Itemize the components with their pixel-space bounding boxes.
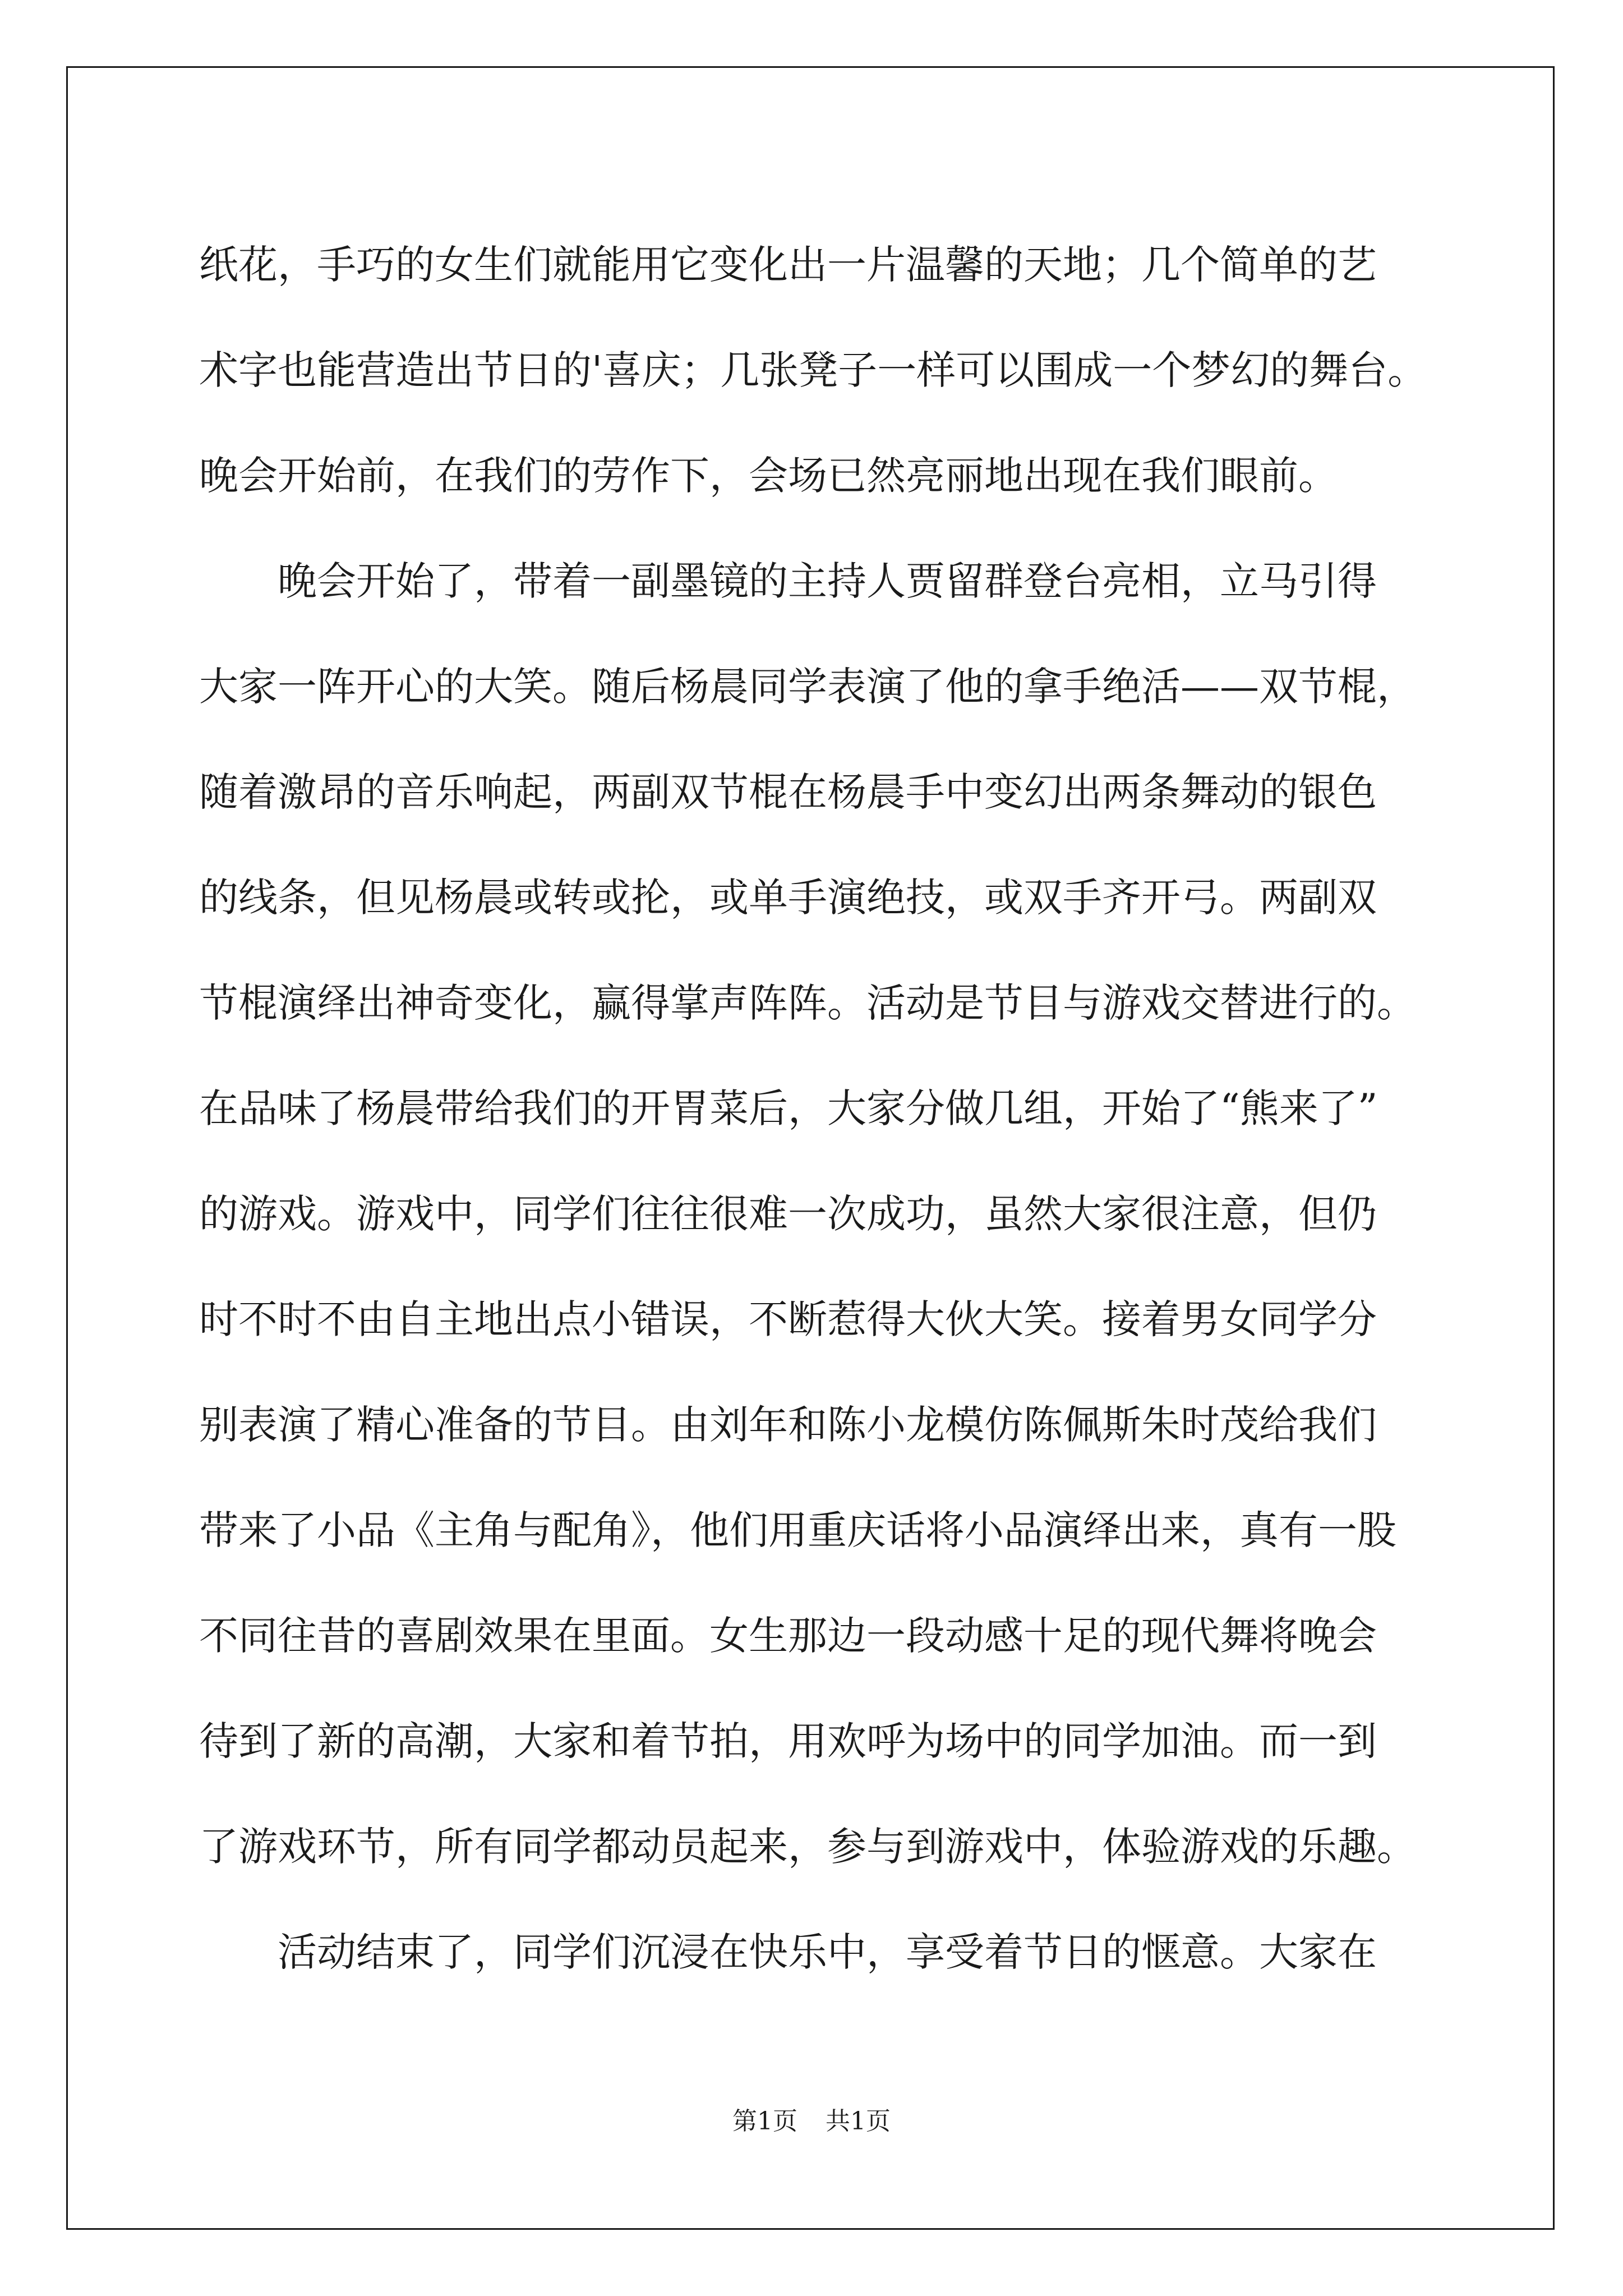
text-line: 了游戏环节，所有同学都动员起来，参与到游戏中，体验游戏的乐趣。 xyxy=(199,1824,1416,1870)
text-line: 的线条，但见杨晨或转或抡，或单手演绝技，或双手齐开弓。两副双 xyxy=(199,875,1377,921)
text-line: 术字也能营造出节日的'喜庆；几张凳子一样可以围成一个梦幻的舞台。 xyxy=(199,347,1427,393)
text-line: 大家一阵开心的大笑。随后杨晨同学表演了他的拿手绝活——双节棍， xyxy=(199,664,1416,710)
text-line: 随着激昂的音乐响起，两副双节棍在杨晨手中变幻出两条舞动的银色 xyxy=(199,769,1377,815)
text-line: 节棍演绎出神奇变化，赢得掌声阵阵。活动是节目与游戏交替进行的。 xyxy=(199,980,1416,1026)
text-line: 纸花，手巧的女生们就能用它变化出一片温馨的天地；几个简单的艺 xyxy=(199,242,1377,288)
page-number-current: 第1页 xyxy=(732,2107,797,2136)
document-body xyxy=(199,212,1483,2005)
page-number-total: 共1页 xyxy=(826,2107,891,2136)
page-footer xyxy=(0,2101,1623,2137)
text-line: 在品味了杨晨带给我们的开胃菜后，大家分做几组，开始了“熊来了” xyxy=(199,1085,1378,1131)
text-line: 别表演了精心准备的节目。由刘年和陈小龙模仿陈佩斯朱时茂给我们 xyxy=(199,1402,1377,1448)
text-line: 不同往昔的喜剧效果在里面。女生那边一段动感十足的现代舞将晚会 xyxy=(199,1613,1377,1659)
text-line: 待到了新的高潮，大家和着节拍，用欢呼为场中的同学加油。而一到 xyxy=(199,1718,1377,1764)
text-line: 活动结束了，同学们沉浸在快乐中，享受着节日的惬意。大家在 xyxy=(278,1929,1377,1975)
text-line: 时不时不由自主地出点小错误，不断惹得大伙大笑。接着男女同学分 xyxy=(199,1296,1377,1342)
text-line: 的游戏。游戏中，同学们往往很难一次成功，虽然大家很注意，但仍 xyxy=(199,1191,1377,1237)
text-line: 晚会开始了，带着一副墨镜的主持人贾留群登台亮相，立马引得 xyxy=(278,558,1377,604)
text-line: 带来了小品《主角与配角》，他们用重庆话将小品演绎出来，真有一股 xyxy=(199,1507,1396,1553)
text-line: 晚会开始前，在我们的劳作下，会场已然亮丽地出现在我们眼前。 xyxy=(199,453,1338,499)
